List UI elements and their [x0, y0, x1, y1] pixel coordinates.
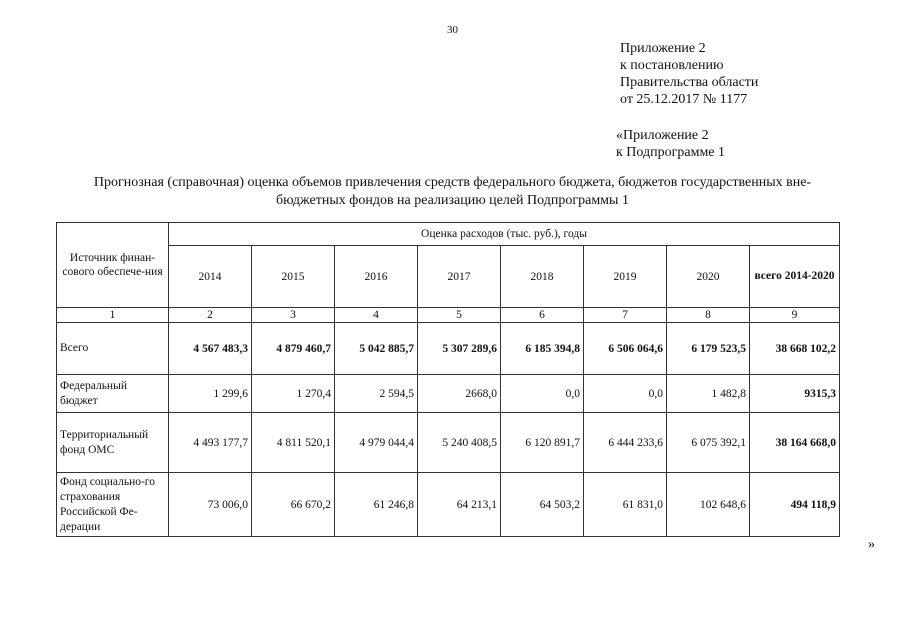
row-label: Территориальный фонд ОМС: [57, 413, 169, 473]
value-cell: 2668,0: [418, 375, 501, 413]
value-cell: 64 503,2: [501, 473, 584, 537]
value-cell: 66 670,2: [252, 473, 335, 537]
value-cell: 1 270,4: [252, 375, 335, 413]
column-number: 7: [584, 308, 667, 323]
decree-line: к постановлению: [620, 58, 724, 73]
value-cell: 4 567 483,3: [169, 323, 252, 375]
appendix-line: «Приложение 2: [616, 128, 709, 143]
total-cell: 38 668 102,2: [750, 323, 840, 375]
value-cell: 5 240 408,5: [418, 413, 501, 473]
decree-line: Правительства области: [620, 75, 759, 90]
row-label: Всего: [57, 323, 169, 375]
value-cell: 61 831,0: [584, 473, 667, 537]
value-cell: 6 179 523,5: [667, 323, 750, 375]
table-row: [57, 473, 840, 537]
value-cell: 102 648,6: [667, 473, 750, 537]
value-cell: 6 444 233,6: [584, 413, 667, 473]
column-number: 2: [169, 308, 252, 323]
column-number: 3: [252, 308, 335, 323]
funding-table: [56, 222, 840, 537]
year-header: 2018: [501, 246, 584, 308]
column-number: 4: [335, 308, 418, 323]
row-label: Федеральный бюджет: [57, 375, 169, 413]
column-number: 1: [57, 308, 169, 323]
total-cell: 494 118,9: [750, 473, 840, 537]
value-cell: 6 120 891,7: [501, 413, 584, 473]
value-cell: 6 185 394,8: [501, 323, 584, 375]
year-header: 2019: [584, 246, 667, 308]
value-cell: 6 506 064,6: [584, 323, 667, 375]
value-cell: 1 482,8: [667, 375, 750, 413]
column-number: 5: [418, 308, 501, 323]
value-cell: 64 213,1: [418, 473, 501, 537]
value-cell: 0,0: [584, 375, 667, 413]
column-number: 8: [667, 308, 750, 323]
source-column-header: Источник финан-сового обеспече-ния: [57, 223, 169, 308]
expense-estimate-header: Оценка расходов (тыс. руб.), годы: [169, 223, 840, 246]
document-title: Прогнозная (справочная) оценка объемов привлечения средств федерального бюджета, бюджетов государственных вне-бюджетных фондов на реализацию целей Подпрограммы 1: [93, 175, 812, 208]
table-row: [57, 323, 840, 375]
value-cell: 6 075 392,1: [667, 413, 750, 473]
year-header: 2015: [252, 246, 335, 308]
decree-line: Приложение 2: [620, 41, 706, 56]
value-cell: 61 246,8: [335, 473, 418, 537]
value-cell: 5 042 885,7: [335, 323, 418, 375]
value-cell: 4 493 177,7: [169, 413, 252, 473]
column-number: 6: [501, 308, 584, 323]
value-cell: 4 979 044,4: [335, 413, 418, 473]
year-header: 2017: [418, 246, 501, 308]
year-header: 2016: [335, 246, 418, 308]
table-row: [57, 375, 840, 413]
closing-quote: »: [868, 537, 875, 552]
page-number: 30: [447, 24, 458, 36]
appendix-reference: [616, 127, 725, 161]
value-cell: 5 307 289,6: [418, 323, 501, 375]
value-cell: 4 879 460,7: [252, 323, 335, 375]
total-header: всего 2014-2020: [750, 246, 840, 308]
column-number: 9: [750, 308, 840, 323]
row-label: Фонд социально-го страхования Российской Фе-дерации: [57, 473, 169, 537]
value-cell: 73 006,0: [169, 473, 252, 537]
total-cell: 9315,3: [750, 375, 840, 413]
appendix-line: к Подпрограмме 1: [616, 145, 726, 160]
decree-line: от 25.12.2017 № 1177: [620, 92, 748, 107]
year-header: 2020: [667, 246, 750, 308]
value-cell: 0,0: [501, 375, 584, 413]
year-header: 2014: [169, 246, 252, 308]
table-row: [57, 413, 840, 473]
decree-reference: [620, 40, 758, 108]
value-cell: 4 811 520,1: [252, 413, 335, 473]
value-cell: 2 594,5: [335, 375, 418, 413]
total-cell: 38 164 668,0: [750, 413, 840, 473]
value-cell: 1 299,6: [169, 375, 252, 413]
